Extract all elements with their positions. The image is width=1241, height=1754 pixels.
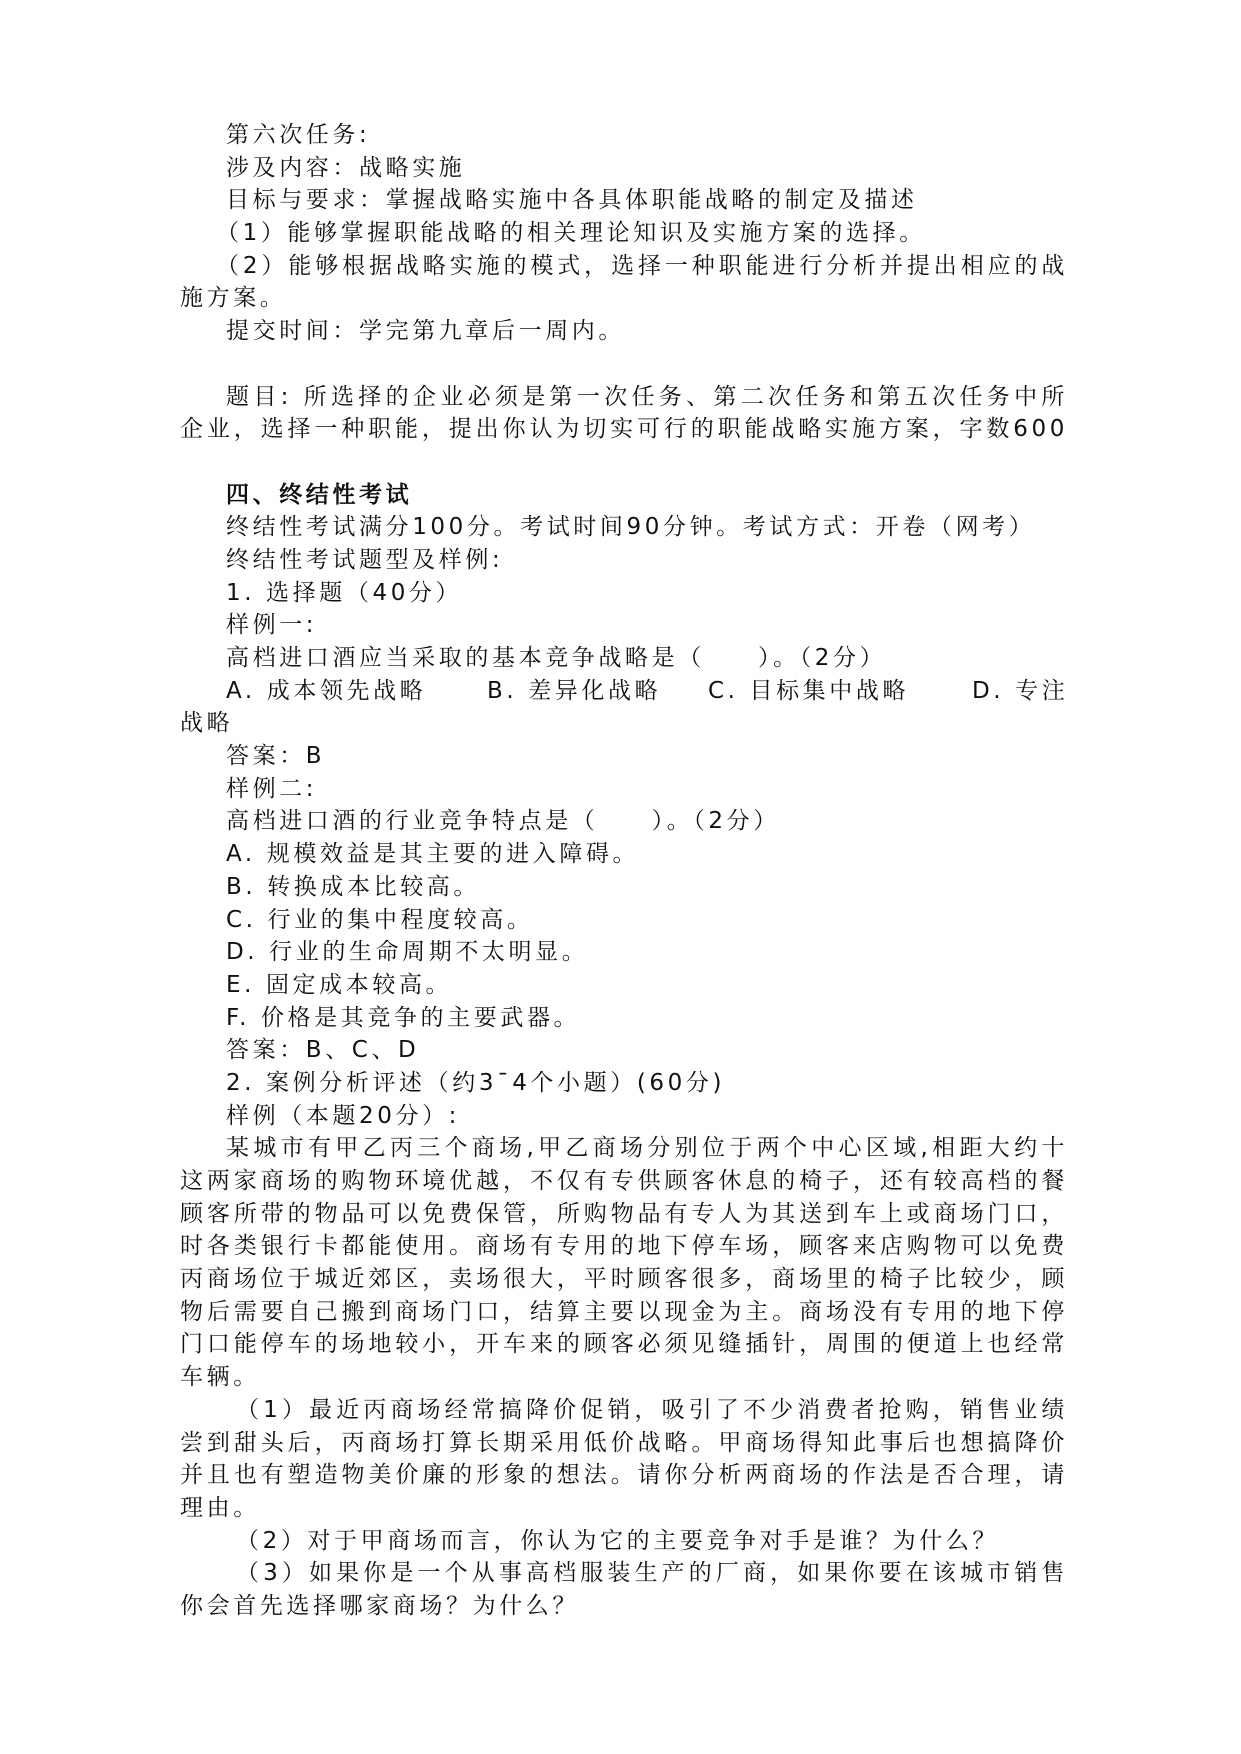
question-1-line: 理由。 [180, 1494, 260, 1521]
option-c: C. 目标集中战略 [708, 677, 910, 704]
case-text-line: 车辆。 [180, 1364, 260, 1391]
sample2-answer: 答案：B、C、D [226, 1037, 420, 1064]
question-3-line: （3）如果你是一个从事高档服装生产的厂商，如果你要在该城市销售 [236, 1560, 1068, 1587]
case-text-line: 门口能停车的场地较小，开车来的顾客必须见缝插针，周围的便道上也经常 [180, 1331, 1068, 1358]
task-topic-cont: 企业，选择一种职能，提出你认为切实可行的职能战略实施方案，字数600 [180, 416, 1068, 443]
case-text-line: 丙商场位于城近郊区，卖场很大，平时顾客很多，商场里的椅子比较少，顾 [180, 1266, 1068, 1293]
part2-title: 2. 案例分析评述（约3¯4个小题）(60分) [226, 1069, 726, 1096]
option-d: D. 专注 [972, 677, 1069, 704]
question-1-line: （1）最近丙商场经常搞降价促销，吸引了不少消费者抢购，销售业绩 [236, 1396, 1068, 1423]
case-label: 样例（本题20分）: [226, 1102, 461, 1129]
document-page [180, 119, 1068, 1623]
option-e: E. 固定成本较高。 [226, 971, 453, 998]
option-c: C. 行业的集中程度较高。 [226, 906, 534, 933]
case-text-line: 某城市有甲乙丙三个商场,甲乙商场分别位于两个中心区域,相距大约十 [226, 1135, 1068, 1162]
sample1-question: 高档进口酒应当采取的基本竞争战略是（ ）。（2分） [226, 645, 887, 671]
case-text-line: 顾客所带的物品可以免费保管，所购物品有专人为其送到车上或商场门口， [180, 1200, 1068, 1227]
exam-intro: 终结性考试满分100分。考试时间90分钟。考试方式：开卷（网考） [226, 514, 1036, 541]
question-1-line: 并且也有塑造物美价廉的形象的想法。请你分析两商场的作法是否合理，请 [180, 1462, 1068, 1489]
task-topic: 题目: 所选择的企业必须是第一次任务、第二次任务和第五次任务中所 [226, 383, 1068, 410]
case-text-line: 这两家商场的购物环境优越，不仅有专供顾客休息的椅子，还有较高档的餐 [180, 1168, 1068, 1194]
task-requirement-1: （1）能够掌握职能战略的相关理论知识及实施方案的选择。 [216, 220, 926, 247]
sample1-answer: 答案：B [226, 743, 326, 770]
option-a: A. 规模效益是其主要的进入障碍。 [226, 841, 640, 868]
part1-title: 1. 选择题（40分） [226, 579, 463, 606]
task-title: 第六次任务: [226, 122, 371, 148]
task-deadline: 提交时间：学完第九章后一周内。 [226, 318, 625, 345]
task-content: 涉及内容：战略实施 [226, 154, 466, 181]
case-text-line: 物后需要自己搬到商场门口，结算主要以现金为主。商场没有专用的地下停 [180, 1298, 1068, 1325]
question-3-line: 你会首先选择哪家商场？为什么？ [180, 1592, 579, 1619]
exam-types: 终结性考试题型及样例: [226, 546, 504, 573]
sample2-question: 高档进口酒的行业竞争特点是（ ）。（2分） [226, 808, 780, 835]
blank-line [180, 348, 1068, 381]
option-a: A. 成本领先战略 [226, 677, 427, 704]
sample1-options [180, 675, 1068, 708]
task-goal: 目标与要求：掌握战略实施中各具体职能战略的制定及描述 [226, 187, 918, 214]
question-2: （2）对于甲商场而言，你认为它的主要竞争对手是谁？为什么？ [236, 1527, 1000, 1554]
option-f: F. 价格是其竞争的主要武器。 [226, 1004, 581, 1031]
sample1-option-wrap: 战略 [180, 710, 234, 737]
sample1-label: 样例一: [226, 612, 318, 639]
option-b: B. 转换成本比较高。 [226, 873, 481, 900]
option-d: D. 行业的生命周期不太明显。 [226, 939, 589, 966]
option-b: B. 差异化战略 [487, 677, 662, 704]
case-text-line: 时各类银行卡都能使用。商场有专用的地下停车场，顾客来店购物可以免费 [180, 1233, 1068, 1260]
blank-line [180, 446, 1068, 479]
task-requirement-2: （2）能够根据战略实施的模式，选择一种职能进行分析并提出相应的战 [216, 252, 1068, 279]
task-requirement-2-cont: 施方案。 [180, 285, 287, 312]
sample2-label: 样例二: [226, 775, 318, 802]
section-heading: 四、终结性考试 [226, 481, 413, 508]
question-1-line: 尝到甜头后，丙商场打算长期采用低价战略。甲商场得知此事后也想搞降价 [180, 1429, 1068, 1456]
